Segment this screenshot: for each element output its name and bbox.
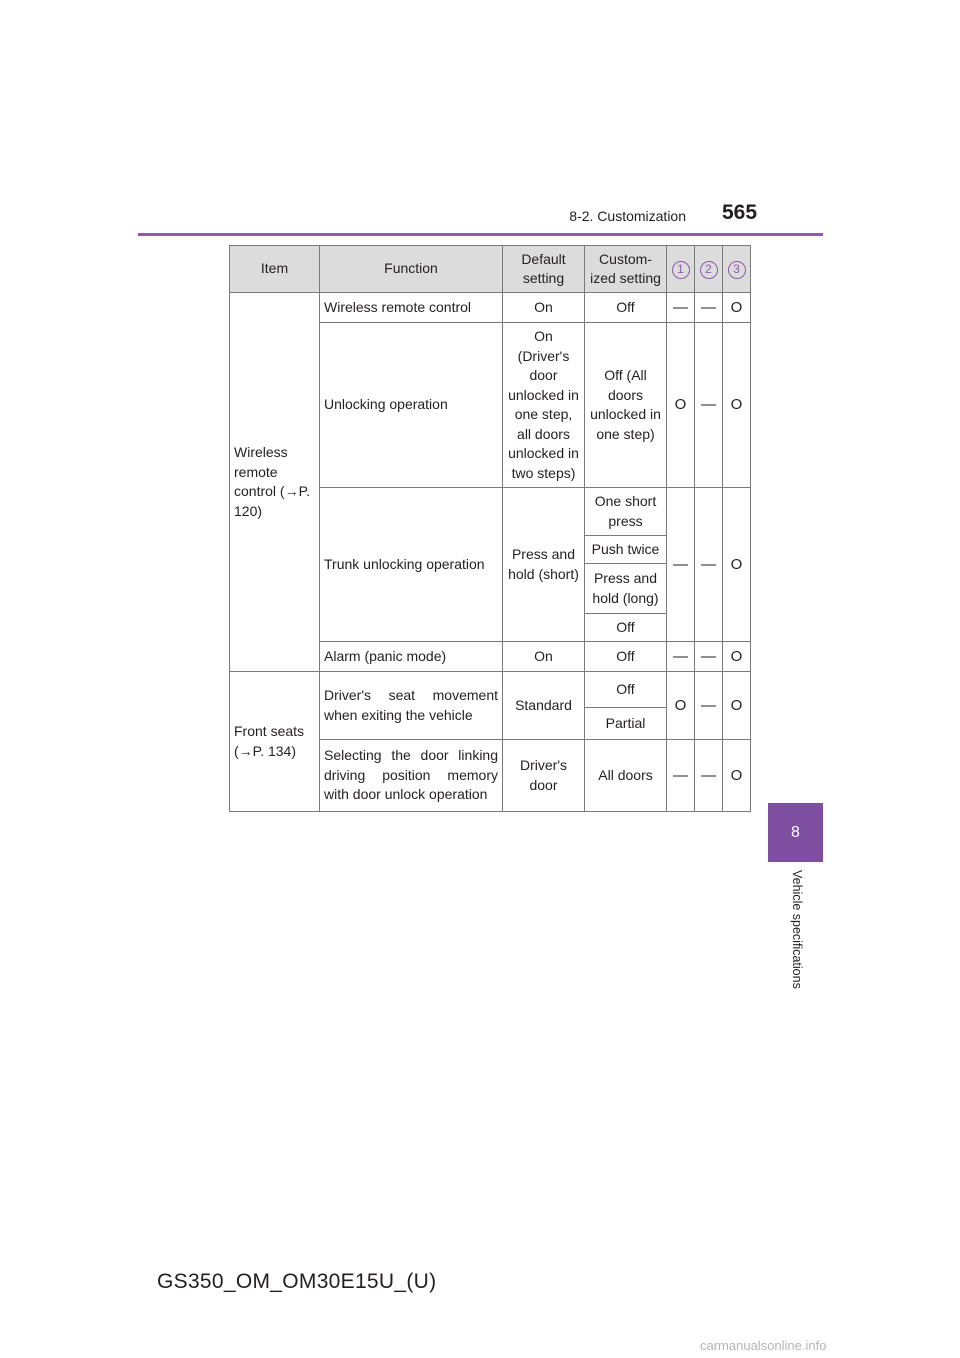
custom-option: One short press xyxy=(585,488,667,536)
custom-cell: All doors xyxy=(585,740,667,812)
header-default: Default setting xyxy=(503,246,585,293)
header-custom: Custom-ized setting xyxy=(585,246,667,293)
mark-3: O xyxy=(723,488,751,642)
default-cell: On (Driver's door unlocked in one step, all doors unlocked in two steps) xyxy=(503,323,585,488)
header-col-2 xyxy=(695,246,723,293)
chapter-tab: 8 xyxy=(768,803,823,862)
custom-option: Press and hold (long) xyxy=(585,564,667,614)
custom-option: Off xyxy=(585,672,667,708)
table-header-row xyxy=(230,246,751,293)
mark-1: O xyxy=(667,672,695,740)
default-cell: On xyxy=(503,642,585,672)
default-cell: Standard xyxy=(503,672,585,740)
custom-option: Off xyxy=(585,614,667,642)
header-function: Function xyxy=(320,246,503,293)
function-cell: Driver's seat movement when exiting the vehicle xyxy=(320,672,503,740)
col-2-badge: 2 xyxy=(700,261,718,279)
customization-table xyxy=(229,245,751,812)
watermark: carmanualsonline.info xyxy=(700,1338,827,1353)
mark-2: — xyxy=(695,740,723,812)
function-cell: Trunk unlocking operation xyxy=(320,488,503,642)
default-cell: On xyxy=(503,293,585,323)
custom-cell: Off xyxy=(585,293,667,323)
col-3-badge: 3 xyxy=(728,261,746,279)
custom-option: Partial xyxy=(585,708,667,740)
col-1-badge: 1 xyxy=(672,261,690,279)
function-cell: Alarm (panic mode) xyxy=(320,642,503,672)
mark-3: O xyxy=(723,672,751,740)
mark-3: O xyxy=(723,323,751,488)
mark-3: O xyxy=(723,293,751,323)
chapter-title: Vehicle specifications xyxy=(790,870,804,989)
mark-3: O xyxy=(723,740,751,812)
function-cell: Wireless remote control xyxy=(320,293,503,323)
function-cell: Unlocking operation xyxy=(320,323,503,488)
mark-2: — xyxy=(695,323,723,488)
mark-2: — xyxy=(695,672,723,740)
table-row xyxy=(230,672,751,708)
item-front-seats: Front seats (→P. 134) xyxy=(230,672,320,812)
section-title: 8-2. Customization xyxy=(569,208,686,224)
function-cell: Selecting the door linking driving position memory with door unlock operation xyxy=(320,740,503,812)
document-code: GS350_OM_OM30E15U_(U) xyxy=(157,1270,437,1293)
header-col-3 xyxy=(723,246,751,293)
header-item: Item xyxy=(230,246,320,293)
custom-cell: Off (All doors unlocked in one step) xyxy=(585,323,667,488)
custom-cell: Off xyxy=(585,642,667,672)
page-number: 565 xyxy=(722,201,758,224)
default-cell: Press and hold (short) xyxy=(503,488,585,642)
mark-1: — xyxy=(667,293,695,323)
mark-1: — xyxy=(667,642,695,672)
header-divider xyxy=(138,233,823,236)
mark-1: O xyxy=(667,323,695,488)
mark-1: — xyxy=(667,488,695,642)
mark-2: — xyxy=(695,642,723,672)
custom-option: Push twice xyxy=(585,536,667,564)
mark-2: — xyxy=(695,488,723,642)
header-col-1 xyxy=(667,246,695,293)
default-cell: Driver's door xyxy=(503,740,585,812)
mark-2: — xyxy=(695,293,723,323)
mark-1: — xyxy=(667,740,695,812)
table-row xyxy=(230,293,751,323)
item-wireless-remote: Wireless remote control (→P. 120) xyxy=(230,293,320,672)
mark-3: O xyxy=(723,642,751,672)
